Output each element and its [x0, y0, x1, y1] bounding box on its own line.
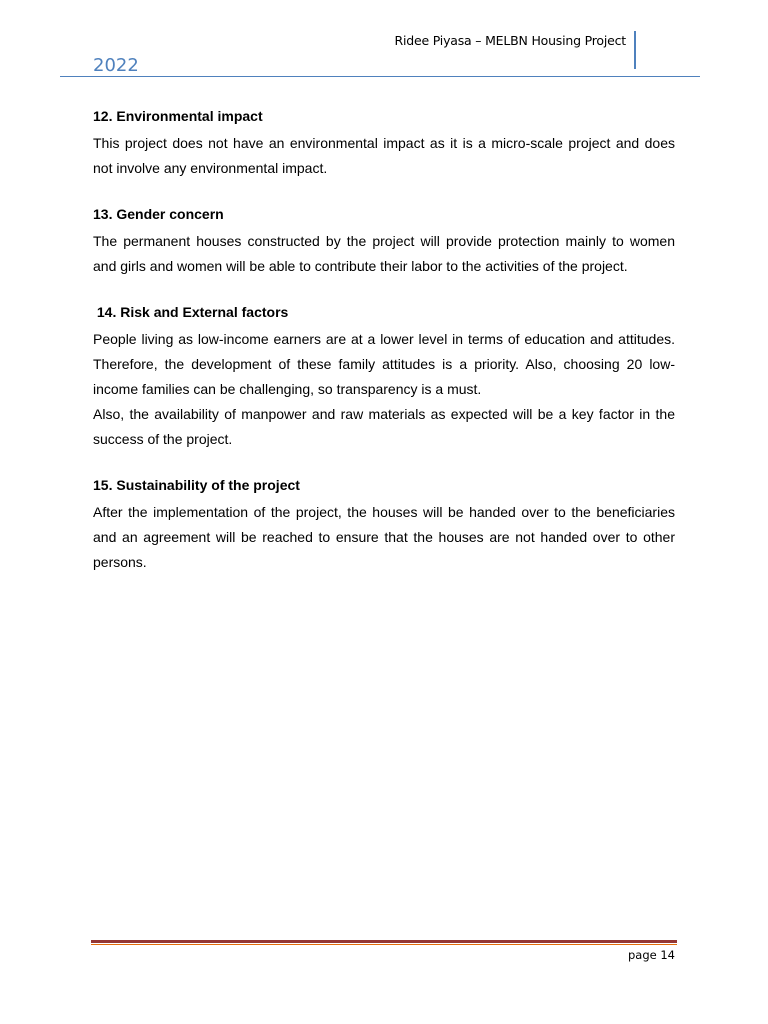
page-number: page 14	[627, 948, 675, 962]
document-body	[93, 108, 675, 600]
section-sustainability	[93, 477, 675, 575]
section-risk-external-factors	[93, 304, 675, 452]
running-header-title: Ridee Piyasa – MELBN Housing Project	[394, 33, 626, 48]
footer-rule-thin	[91, 944, 677, 945]
paragraph: The permanent houses constructed by the project will provide protection mainly to women and girls and women will be able to contribute their labor to the activities of the project.	[93, 233, 675, 274]
paragraph: After the implementation of the project, the houses will be handed over to the beneficiaries and an agreement will be reached to ensure that the houses are not handed over to other persons.	[93, 504, 675, 570]
header-vertical-rule	[634, 31, 636, 69]
section-gender-concern	[93, 206, 675, 279]
section-heading: 13. Gender concern	[93, 206, 224, 222]
paragraph: People living as low-income earners are at a lower level in terms of education and attitudes. Therefore, the development of these family attitudes is a priority. Also, choosing 20 low-income families can be challenging, so transparency is a must.	[93, 331, 675, 397]
footer-rule-thick	[91, 940, 677, 943]
section-heading: 14. Risk and External factors	[93, 304, 289, 320]
section-environmental-impact	[93, 108, 675, 181]
paragraph: This project does not have an environmental impact as it is a micro-scale project and does not involve any environmental impact.	[93, 135, 675, 176]
section-heading: 12. Environmental impact	[93, 108, 263, 124]
paragraph: Also, the availability of manpower and raw materials as expected will be a key factor in the success of the project.	[93, 406, 675, 447]
header-year: 2022	[93, 55, 139, 76]
header-horizontal-rule	[60, 76, 700, 77]
section-heading: 15. Sustainability of the project	[93, 477, 300, 493]
